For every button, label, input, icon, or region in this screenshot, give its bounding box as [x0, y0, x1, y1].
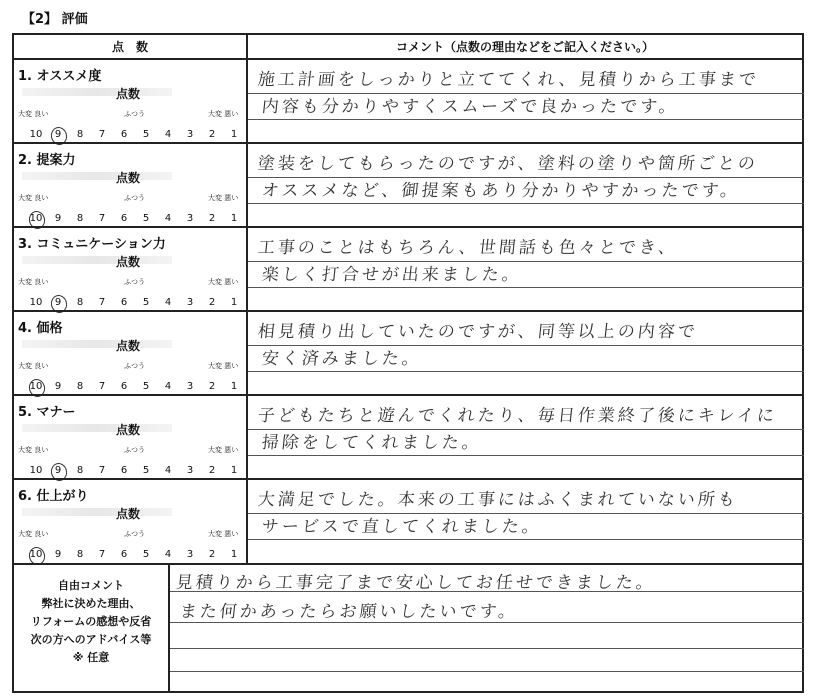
scale-number: 7: [98, 129, 106, 140]
scale-number: 6: [120, 129, 128, 140]
scale-number: 8: [76, 213, 84, 224]
scale-bad: 大変 悪い: [208, 110, 239, 118]
header-comment: コメント（点数の理由などをご記入ください。）: [395, 40, 654, 54]
scale-number: 10: [29, 297, 43, 308]
scale-good: 大変 良い: [18, 362, 49, 370]
criterion-title: 5. マナー: [18, 405, 76, 420]
scale-number: 4: [164, 549, 172, 560]
scale-number: 9: [54, 297, 62, 308]
row-divider: [12, 142, 804, 144]
scale-ok: ふつう: [124, 362, 145, 370]
comment-rule: [248, 119, 804, 120]
score-label: 点数: [116, 87, 141, 101]
comment-line-1: 子どもたちと遊んでくれたり、毎日作業終了後にキレイに: [256, 406, 778, 426]
scale-number: 2: [208, 213, 216, 224]
scale-number: 5: [142, 297, 150, 308]
criterion-title: 1. オススメ度: [18, 69, 102, 84]
scale-number: 6: [120, 465, 128, 476]
scale-number: 2: [208, 549, 216, 560]
scale-number: 3: [186, 297, 194, 308]
scale-number: 8: [76, 549, 84, 560]
score-label: 点数: [116, 507, 141, 521]
comment-line-2: サービスで直してくれました。: [260, 517, 543, 537]
comment-rule: [248, 203, 804, 204]
scale-number: 3: [186, 213, 194, 224]
comment-rule: [248, 287, 804, 288]
row-divider: [12, 310, 804, 312]
free-label-line: 次の方へのアドバイス等: [30, 633, 152, 646]
smudge: [22, 508, 172, 516]
comment-rule: [248, 455, 804, 456]
scale-number: 2: [208, 297, 216, 308]
scale-number: 5: [142, 129, 150, 140]
header-bottom-line: [12, 58, 804, 60]
free-comment-line-1: 見積りから工事完了まで安心してお任せできました。: [174, 573, 657, 593]
header-score: 点 数: [111, 40, 148, 54]
free-label-line: ※ 任意: [72, 651, 110, 664]
scale-number: 7: [98, 213, 106, 224]
criterion-title: 4. 価格: [18, 321, 63, 336]
scale-number: 8: [76, 465, 84, 476]
smudge: [22, 172, 172, 180]
score-label: 点数: [116, 255, 141, 269]
scale-number: 1: [230, 381, 238, 392]
free-comment-label: [14, 577, 168, 667]
scale-number: 10: [29, 213, 43, 224]
scale-number: 1: [230, 129, 238, 140]
scale-number: 2: [208, 129, 216, 140]
scale-numbers: [25, 381, 245, 392]
section-title: 【2】 評価: [22, 12, 88, 27]
scale-ok: ふつう: [124, 530, 145, 538]
scale-number: 4: [164, 213, 172, 224]
scale-number: 1: [230, 549, 238, 560]
free-label-line: 弊社に決めた理由、: [41, 597, 141, 610]
scale-number: 7: [98, 549, 106, 560]
score-label: 点数: [116, 423, 141, 437]
free-comment-divider: [168, 563, 170, 693]
comment-line-2: 内容も分かりやすくスムーズで良かったです。: [260, 97, 680, 117]
score-label: 点数: [116, 171, 141, 185]
scale-number: 8: [76, 381, 84, 392]
scale-number: 2: [208, 381, 216, 392]
row-divider: [12, 394, 804, 396]
scale-number: 10: [29, 381, 43, 392]
scale-good: 大変 良い: [18, 278, 49, 286]
comment-line-1: 大満足でした。本来の工事にはふくまれていない所も: [256, 490, 739, 510]
smudge: [22, 340, 172, 348]
scale-numbers: [25, 213, 245, 224]
scale-number: 6: [120, 381, 128, 392]
comment-line-2: 安く済みました。: [260, 349, 423, 369]
scale-number: 6: [120, 213, 128, 224]
scale-number: 7: [98, 465, 106, 476]
scale-bad: 大変 悪い: [208, 446, 239, 454]
comment-line-1: 施工計画をしっかりと立ててくれ、見積りから工事まで: [256, 70, 760, 90]
row-divider: [12, 226, 804, 228]
comment-rule: [248, 539, 804, 540]
comment-line-2: 楽しく打合せが出来ました。: [260, 265, 523, 285]
scale-numbers: [25, 549, 245, 560]
scale-bad: 大変 悪い: [208, 278, 239, 286]
scale-bad: 大変 悪い: [208, 530, 239, 538]
scale-ok: ふつう: [124, 110, 145, 118]
scale-number: 3: [186, 129, 194, 140]
free-label-line: 自由コメント: [58, 579, 124, 592]
score-label: 点数: [116, 339, 141, 353]
scale-number: 2: [208, 465, 216, 476]
scale-number: 5: [142, 213, 150, 224]
scale-ok: ふつう: [124, 194, 145, 202]
scale-number: 4: [164, 465, 172, 476]
scale-number: 1: [230, 213, 238, 224]
scale-good: 大変 良い: [18, 446, 49, 454]
column-divider: [246, 33, 248, 564]
scale-number: 9: [54, 381, 62, 392]
criterion-title: 6. 仕上がり: [18, 489, 89, 504]
scale-good: 大変 良い: [18, 194, 49, 202]
free-line: [170, 671, 804, 672]
scale-number: 6: [120, 297, 128, 308]
scale-number: 7: [98, 297, 106, 308]
smudge: [22, 424, 172, 432]
scale-number: 3: [186, 381, 194, 392]
scale-bad: 大変 悪い: [208, 362, 239, 370]
scale-number: 3: [186, 549, 194, 560]
scale-number: 9: [54, 213, 62, 224]
scale-number: 7: [98, 381, 106, 392]
scale-number: 10: [29, 129, 43, 140]
scale-good: 大変 良い: [18, 110, 49, 118]
scale-number: 5: [142, 549, 150, 560]
comment-line-2: 掃除をしてくれました。: [260, 433, 483, 453]
scale-number: 9: [54, 465, 62, 476]
free-comment-top-line: [12, 563, 804, 565]
scale-ok: ふつう: [124, 446, 145, 454]
comment-rule: [248, 371, 804, 372]
smudge: [22, 88, 172, 96]
free-label-line: リフォームの感想や反省: [30, 615, 152, 628]
criterion-title: 3. コミュニケーション力: [18, 237, 166, 252]
scale-number: 1: [230, 297, 238, 308]
scale-number: 8: [76, 129, 84, 140]
free-line: [170, 622, 804, 623]
free-comment-line-2: また何かあったらお願いしたいです。: [178, 602, 520, 622]
scale-number: 5: [142, 381, 150, 392]
scale-number: 6: [120, 549, 128, 560]
criterion-title: 2. 提案力: [18, 153, 76, 168]
comment-line-2: オススメなど、御提案もあり分かりやすかったです。: [260, 181, 742, 201]
scale-number: 10: [29, 549, 43, 560]
scale-number: 3: [186, 465, 194, 476]
scale-number: 4: [164, 297, 172, 308]
scale-number: 9: [54, 549, 62, 560]
scale-bad: 大変 悪い: [208, 194, 239, 202]
scale-number: 4: [164, 129, 172, 140]
scale-number: 9: [54, 129, 62, 140]
scale-number: 4: [164, 381, 172, 392]
comment-line-1: 相見積り出していたのですが、同等以上の内容で: [256, 322, 699, 342]
scale-good: 大変 良い: [18, 530, 49, 538]
smudge: [22, 256, 172, 264]
scale-number: 1: [230, 465, 238, 476]
scale-number: 8: [76, 297, 84, 308]
comment-line-1: 工事のことはもちろん、世間話も色々とでき、: [256, 238, 680, 258]
free-line: [170, 648, 804, 649]
scale-ok: ふつう: [124, 278, 145, 286]
scale-number: 5: [142, 465, 150, 476]
comment-line-1: 塗装をしてもらったのですが、塗料の塗りや箇所ごとの: [256, 154, 759, 174]
row-divider: [12, 478, 804, 480]
scale-number: 10: [29, 465, 43, 476]
